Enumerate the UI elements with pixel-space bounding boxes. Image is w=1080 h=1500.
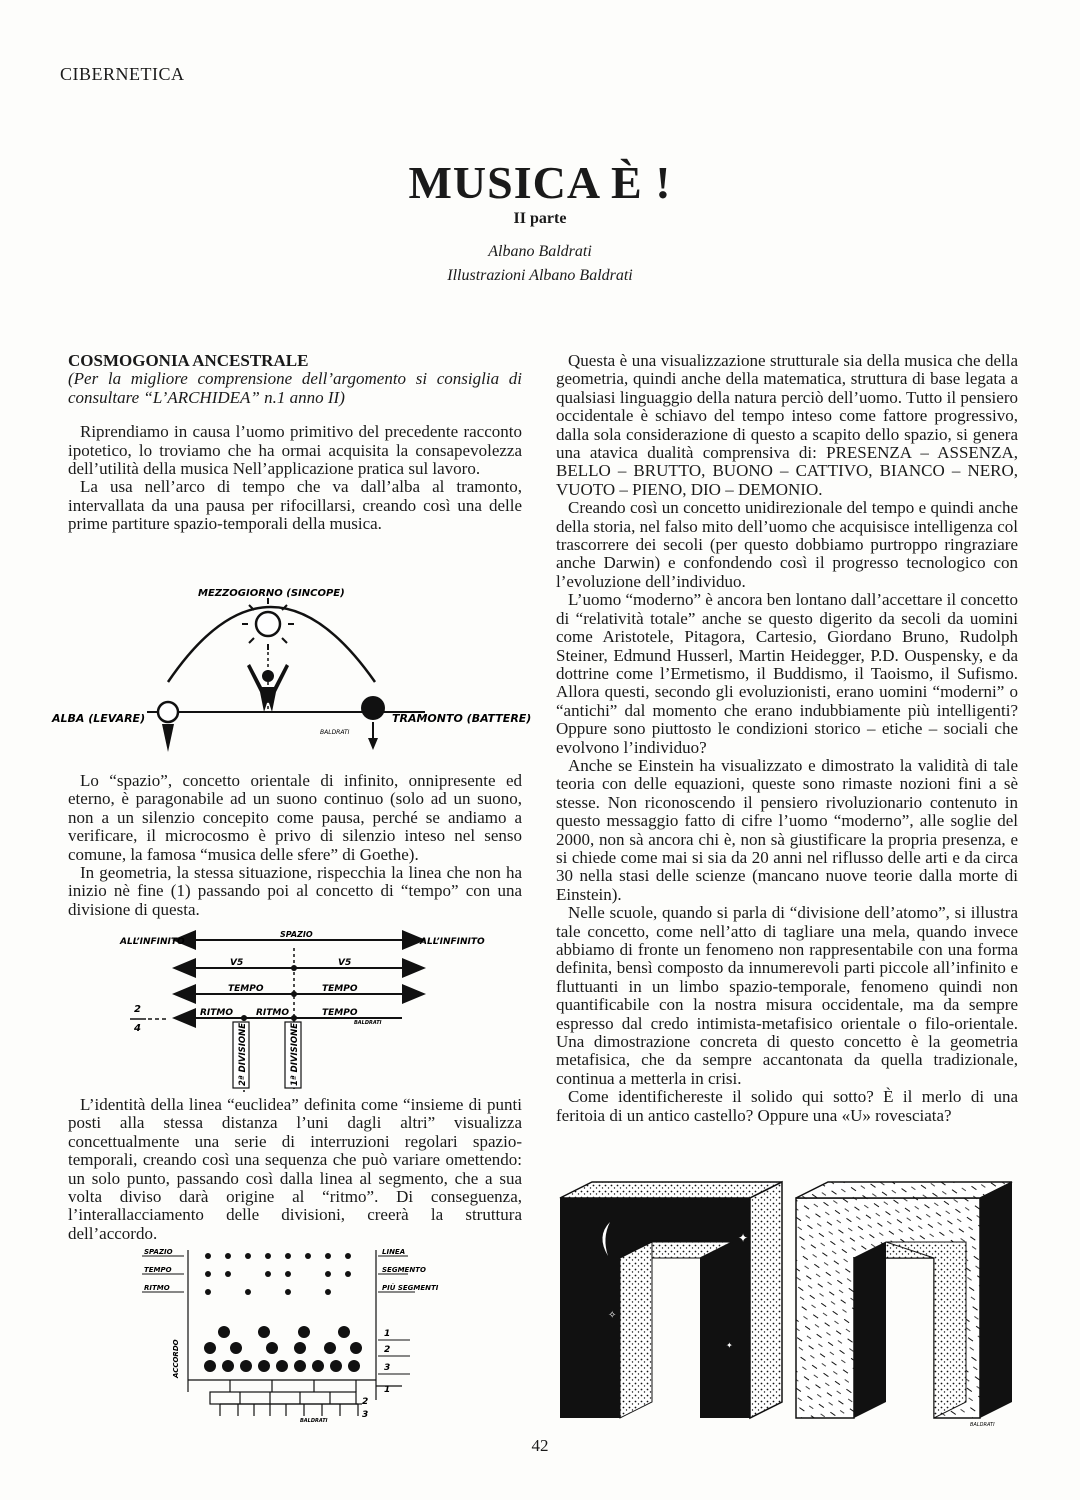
- paragraph: Lo “spazio”, concetto orientale di infinito, onnipresente ed eterno, è paragonabile ad un suono continuo (solo ad un suono, non a un silenzio concepito come pausa, perché se andiamo a verificare, il microcosmo è privo di silenzio inteso nel senso comune, la famosa “musica delle sfere” di Goethe).: [68, 771, 522, 864]
- rhythm-label: RITMO: [200, 1008, 234, 1018]
- illustrations-credit: Illustrazioni Albano Baldrati: [447, 267, 633, 284]
- article-subtitle: II parte: [513, 210, 567, 227]
- space-time-division-figure: [120, 928, 500, 1096]
- dawn-label: ALBA (LEVARE): [52, 712, 146, 725]
- human-figure-icon: [247, 664, 289, 712]
- time-label: TEMPO: [322, 984, 358, 994]
- byline: [0, 240, 1080, 288]
- time-signature-numerator: 2: [134, 1004, 141, 1015]
- chord-row-number: 2: [384, 1345, 391, 1355]
- chord-row-number: 3: [384, 1363, 391, 1373]
- paragraph: La usa nell’arco di tempo che va dall’alba al tramonto, intervallata da una pausa per rifocillarsi, creando così una delle prime partiture spazio-temporali della musica.: [68, 477, 522, 534]
- multi-segment-label: PIÙ SEGMENTI: [382, 1284, 439, 1292]
- rhythm-chord-figure: [140, 1240, 439, 1424]
- segment-label: SEGMENTO: [382, 1266, 426, 1274]
- star-icon: ✦: [738, 1231, 749, 1245]
- time-row-label: TEMPO: [144, 1266, 172, 1274]
- paragraph: In geometria, la stessa situazione, rispecchia la linea che non ha inizio nè fine (1) passando poi al concetto di “tempo” con una divisione di questa.: [68, 863, 522, 919]
- time-label: TEMPO: [322, 1008, 358, 1018]
- rhythm-row-label: RITMO: [144, 1284, 170, 1292]
- space-row-label: SPAZIO: [144, 1248, 173, 1256]
- second-division-label: 2ª DIVISIONE: [238, 1022, 248, 1086]
- sunset-label: TRAMONTO (BATTERE): [392, 712, 532, 725]
- artist-signature: BALDRATI: [970, 1422, 995, 1428]
- artist-signature: BALDRATI: [354, 1020, 382, 1026]
- section-label: CIBERNETICA: [60, 64, 185, 84]
- measure-row-number: 3: [362, 1410, 369, 1420]
- down-arrow-icon: [162, 724, 174, 752]
- first-division-label: 1ª DIVISIONE: [290, 1022, 300, 1086]
- page-number: 42: [531, 1436, 549, 1455]
- line-label: LINEA: [382, 1248, 406, 1256]
- time-label: TEMPO: [228, 984, 264, 994]
- right-column: [556, 352, 1018, 1125]
- chord-label: ACCORDO: [172, 1339, 180, 1378]
- measure-row-number: 1: [384, 1385, 391, 1395]
- infinity-right-label: ALL’INFINITO: [420, 937, 485, 947]
- star-icon: ✧: [608, 1310, 617, 1321]
- paragraph: Riprendiamo in causa l’uomo primitivo del precedente racconto ipotetico, lo troviamo che ha ormai acquisita la consapevolezza dell’utilità della musica Nell’applicazione pratica sul lavoro.: [68, 422, 522, 479]
- v5-label: V5: [230, 958, 244, 968]
- impossible-solids-figure: [550, 1178, 1020, 1430]
- v5-label: V5: [338, 958, 352, 968]
- space-label: SPAZIO: [280, 930, 313, 939]
- noon-label: MEZZOGIORNO (SINCOPE): [198, 588, 345, 599]
- article-title: MUSICA È !: [408, 157, 672, 208]
- paragraph: Come identifichereste il solido qui sotto? È il merlo di una feritoia di un antico castello? Oppure una «U» rovesciata?: [556, 1087, 1018, 1125]
- star-icon: ✦: [726, 1341, 733, 1350]
- paragraph: Nelle scuole, quando si parla di “divisione dell’atomo”, si illustra tale concetto, come nell’atto di tagliare una mela, quando invece abbiamo di fronte un fenomeno non rappresentabile con una forma definita, bensì composto da innumerevoli parti piccole all’infinito e fluttuanti in un limbo spazio-temporale, fenomeno quindi non quantificabile con la nostra misura occidentale, ma da sempre espresso dal credo intimista-metafisico orientale o filo-orientale. Una dimostrazione concreta di questo concetto è la geometria metafisica, che da sempre accantonata da quella tradizionale, continua a metterla in crisi.: [556, 903, 1018, 1088]
- time-signature-denominator: 4: [134, 1023, 141, 1034]
- paragraph: L’identità della linea “euclidea” definita come “insieme di punti posti alla stessa distanza l’uni dagli altri” visualizza concettualmente una serie di interruzioni regolari spazio- temporali, creando così una sequenza che può variare omettendo: un solo punto, passando così dalla linea al segmento, che a sua volta diviso darà origine al “ritmo”. Di conseguenza, l’interallacciamento delle divisioni, creerà la struttura dell’accordo.: [68, 1095, 522, 1243]
- artist-signature: BALDRATI: [320, 729, 350, 736]
- night-sky-u-solid: [560, 1182, 782, 1418]
- paragraph: Creando così un concetto unidirezionale del tempo e quindi anche della storia, nel falso mito dell’uomo che acquisisce intelligenza col trascorrere dei secoli (per questo dobbiamo purtroppo ringraziare anche Darwin) e confondendo così il progresso tecnologico con l’evoluzione dell’individuo.: [556, 498, 1018, 591]
- marble-u-solid: [796, 1182, 1012, 1428]
- paragraph: L’uomo “moderno” è ancora ben lontano dall’accettare il concetto di “relatività totale” anche se questo digerito da secoli da uomini come Aristotele, Pitagora, Cartesio, Giordano Bruno, Rudolph Steiner, Edmund Husserl, Martin Heidegger, P.D. Ouspensky, e da dottrine come l’Ermetismo, il Buddismo, il Taoismo, il Sufismo. Allora questi, secondo gli evoluzionisti, erano uomini “moderni” o “antichi” dal momento che erano indubbiamente più intelligenti? Oppure sono piuttosto le condizioni storico – etiche – sociali che evolvono l’individuo?: [556, 590, 1018, 757]
- measure-row-number: 2: [362, 1397, 369, 1407]
- sun-arc-figure: [50, 572, 530, 754]
- down-arrow-icon: [368, 738, 378, 750]
- paragraph: Questa è una visualizzazione strutturale sia della musica che della geometria, quindi anche della matematica, struttura di base legata a qualsiasi linguaggio della natura perciò dell’uomo. Tutto il pensiero occidentale è schiavo del tempo inteso come fattore progressivo, dalla sola considerazione di questo a scapito dello spazio, si genera una atavica dualità comprensiva di: PRESENZA – ASSENZA, BELLO – BRUTTO, BUONO – CATTIVO, BIANCO – NERO, VUOTO – PIENO, DIO – DEMONIO.: [556, 351, 1018, 499]
- left-column-top: [68, 352, 522, 534]
- sun-icon: [242, 598, 294, 650]
- author: Albano Baldrati: [488, 243, 592, 260]
- paragraph: Anche se Einstein ha visualizzato e dimostrato la validità di tale teoria con delle equazioni, queste sono rimaste nozioni fini a sè stesse. Non riconoscendo il pensiero rivoluzionario contenuto in questo messaggio fatto di cifre l’uomo “moderno”, alle soglie del 2000, non sà ancora chi è, non sà giustificare la propria presenza, e si chiede come mai si sia da 20 anni nel riflusso delle arti e da circa 30 nella stasi delle scienze (mancano nuove teorie dalla morte di Einstein).: [556, 755, 1018, 904]
- section-heading: COSMOGONIA ANCESTRALE: [68, 351, 309, 370]
- reading-note: (Per la migliore comprensione dell’argomento si consiglia di consultare “L’ARCHIDEA” n.1 anno II): [68, 369, 522, 407]
- left-column-middle: [68, 772, 522, 919]
- left-column-bottom: [68, 1096, 522, 1243]
- artist-signature: BALDRATI: [300, 1418, 328, 1424]
- rhythm-label: RITMO: [256, 1008, 290, 1018]
- chord-row-number: 1: [384, 1329, 391, 1339]
- infinity-left-label: ALL’INFINITO: [120, 937, 185, 947]
